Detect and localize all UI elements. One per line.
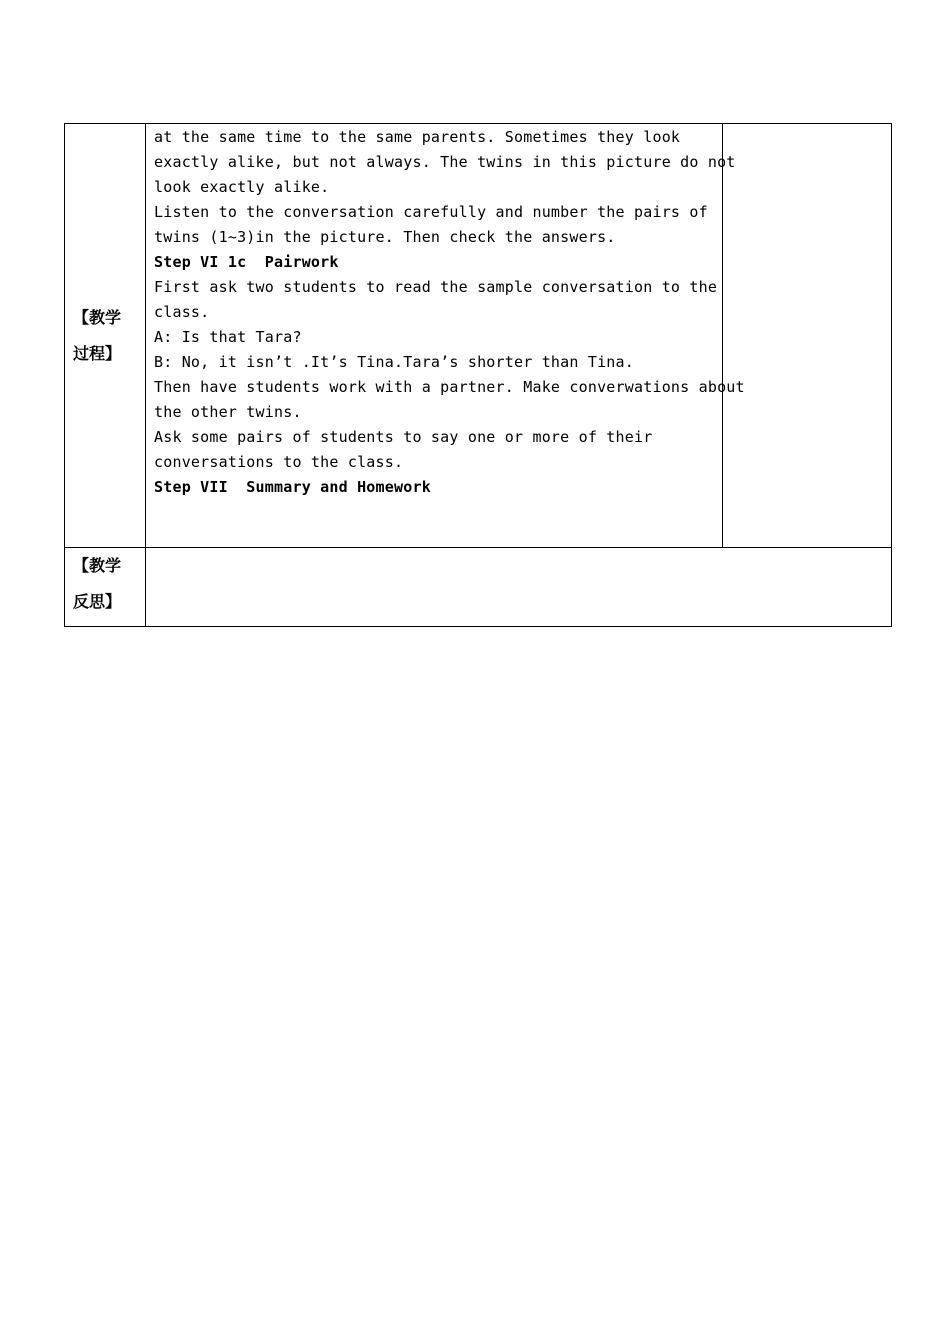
content-line: exactly alike, but not always. The twins in this picture do not (154, 153, 736, 171)
notes-cell (723, 124, 892, 548)
content-line: class. (154, 303, 210, 321)
lesson-plan-table (64, 123, 892, 627)
content-line: Ask some pairs of students to say one or more of their (154, 428, 653, 446)
content-line: at the same time to the same parents. Sometimes they look (154, 128, 681, 146)
content-line: twins (1~3)in the picture. Then check the answers. (154, 228, 616, 246)
teaching-process-label-line2: 过程】 (73, 343, 122, 363)
teaching-process-row (65, 124, 892, 548)
teaching-process-label-line1: 【教学 (73, 307, 122, 327)
content-line: B: No, it isn’t .It’s Tina.Tara’s shorter than Tina. (154, 353, 634, 371)
content-line: A: Is that Tara? (154, 328, 302, 346)
teaching-reflection-label (65, 548, 146, 627)
content-line: First ask two students to read the sample conversation to the (154, 278, 718, 296)
teaching-reflection-row (65, 548, 892, 627)
content-lines (154, 124, 745, 547)
content-line: look exactly alike. (154, 178, 330, 196)
teaching-process-content (146, 124, 745, 548)
teaching-process-label (65, 124, 146, 548)
step-heading: Step VI 1c Pairwork (154, 253, 339, 271)
teaching-reflection-label-line1: 【教学 (73, 556, 122, 575)
content-line: conversations to the class. (154, 453, 404, 471)
content-line: Then have students work with a partner. Make converwations about (154, 378, 745, 396)
teaching-reflection-content (146, 548, 892, 627)
teaching-reflection-label-line2: 反思】 (73, 592, 122, 611)
content-line: Listen to the conversation carefully and number the pairs of (154, 203, 708, 221)
step-heading: Step VII Summary and Homework (154, 478, 431, 496)
content-line: the other twins. (154, 403, 302, 421)
